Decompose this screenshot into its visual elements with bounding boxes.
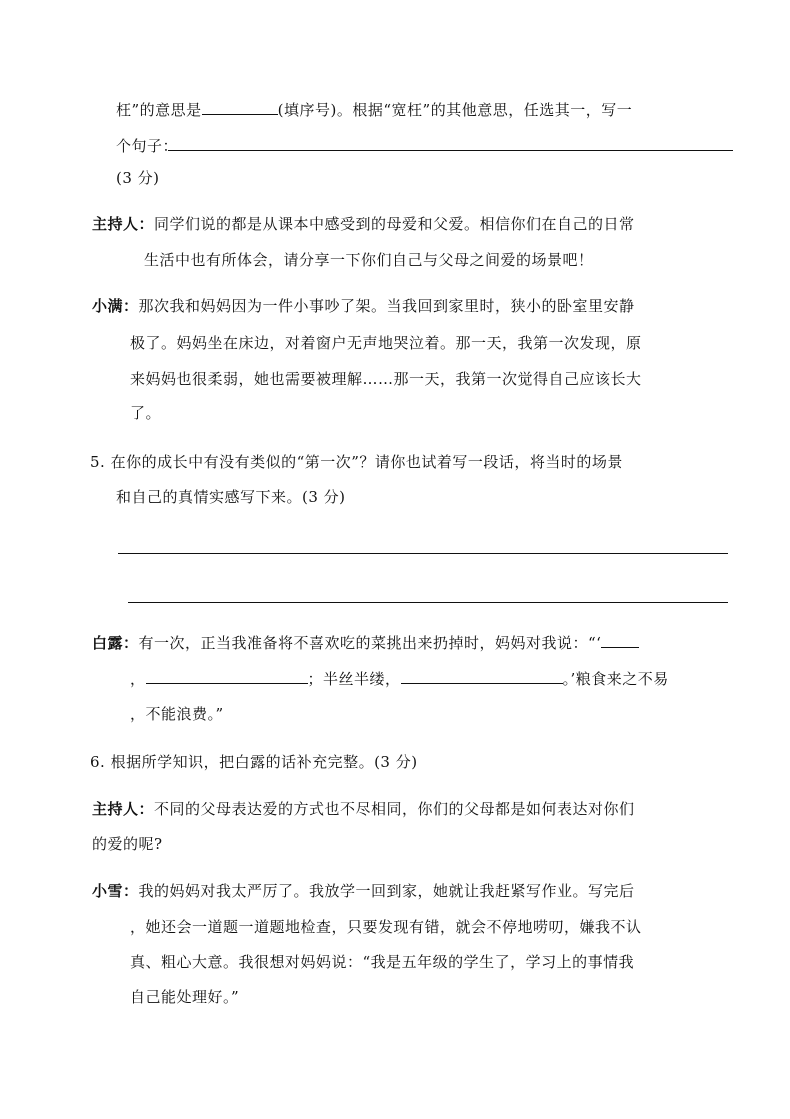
bailu-text-2c: 。’粮食来之不易 bbox=[562, 670, 669, 688]
xiaoxue-line-2: ，她还会一道题一道题地检查，只要发现有错，就会不停地唠叨，嫌我不认 bbox=[130, 918, 642, 936]
xiaoman-line-3: 来妈妈也很柔弱，她也需要被理解……那一天，我第一次觉得自己应该长大 bbox=[130, 370, 642, 388]
bailu-text-2b: ；半丝半缕， bbox=[307, 670, 401, 688]
bailu-text-1: 有一次，正当我准备将不喜欢吃的菜挑出来扔掉时，妈妈对我说：“‘ bbox=[138, 634, 602, 652]
bailu-text-2a: ， bbox=[130, 670, 146, 688]
bailu-speaker: 白露： bbox=[92, 634, 139, 652]
bailu-blank-2[interactable] bbox=[146, 669, 308, 684]
q5-line-1: 5. 在你的成长中有没有类似的“第一次”？请你也试着写一段话，将当时的场景 bbox=[90, 453, 623, 471]
xiaoxue-speaker: 小雪： bbox=[92, 882, 139, 900]
xiaoman-text-1: 那次我和妈妈因为一件小事吵了架。当我回到家里时，狭小的卧室里安静 bbox=[138, 297, 635, 315]
host-1-line-1 bbox=[92, 214, 635, 234]
q6-line-1: 6. 根据所学知识，把白露的话补充完整。(3 分) bbox=[90, 753, 418, 771]
host-2-text-1: 不同的父母表达爱的方式也不尽相同，你们的父母都是如何表达对你们 bbox=[154, 800, 635, 818]
xiaoxue-line-3: 真、粗心大意。我很想对妈妈说：“我是五年级的学生了，学习上的事情我 bbox=[130, 953, 635, 971]
q4-answer-blank[interactable] bbox=[202, 100, 278, 115]
q5-answer-line-1[interactable] bbox=[118, 553, 728, 554]
bailu-blank-3[interactable] bbox=[401, 669, 563, 684]
q4-line-1-text-b: (填序号)。根据“宽枉”的其他意思，任选其一，写一 bbox=[277, 101, 633, 119]
host-1-line-2: 生活中也有所体会，请分享一下你们自己与父母之间爱的场景吧！ bbox=[144, 251, 594, 269]
xiaoman-speaker: 小满： bbox=[92, 297, 139, 315]
q5-answer-line-2[interactable] bbox=[128, 602, 728, 603]
q4-line-1-text-a: 枉”的意思是 bbox=[116, 101, 202, 119]
bailu-line-3: ，不能浪费。” bbox=[130, 705, 224, 723]
xiaoxue-text-1: 我的妈妈对我太严厉了。我放学一回到家，她就让我赶紧写作业。写完后 bbox=[138, 882, 635, 900]
host-2-line-1 bbox=[92, 799, 635, 819]
q4-score: (3 分) bbox=[116, 169, 160, 187]
bailu-line-1 bbox=[92, 633, 639, 653]
xiaoman-line-1 bbox=[92, 296, 635, 316]
q4-sentence-answer-line[interactable] bbox=[168, 150, 733, 151]
q4-sentence-label: 个句子： bbox=[116, 137, 179, 155]
bailu-line-2 bbox=[130, 669, 669, 689]
bailu-blank-1[interactable] bbox=[601, 633, 639, 648]
xiaoman-line-4: 了。 bbox=[130, 404, 162, 422]
xiaoman-line-2: 极了。妈妈坐在床边，对着窗户无声地哭泣着。那一天，我第一次发现，原 bbox=[130, 334, 642, 352]
host-1-text-1: 同学们说的都是从课本中感受到的母爱和父爱。相信你们在自己的日常 bbox=[154, 215, 635, 233]
host-2-line-2: 的爱的呢? bbox=[92, 835, 163, 853]
host-1-speaker: 主持人： bbox=[92, 215, 155, 233]
xiaoxue-line-4: 自己能处理好。” bbox=[130, 988, 240, 1006]
host-2-speaker: 主持人： bbox=[92, 800, 155, 818]
q4-line-2 bbox=[116, 136, 178, 156]
q5-line-2: 和自己的真情实感写下来。(3 分) bbox=[116, 488, 346, 506]
xiaoxue-line-1 bbox=[92, 881, 635, 901]
q4-line-1 bbox=[116, 100, 632, 120]
